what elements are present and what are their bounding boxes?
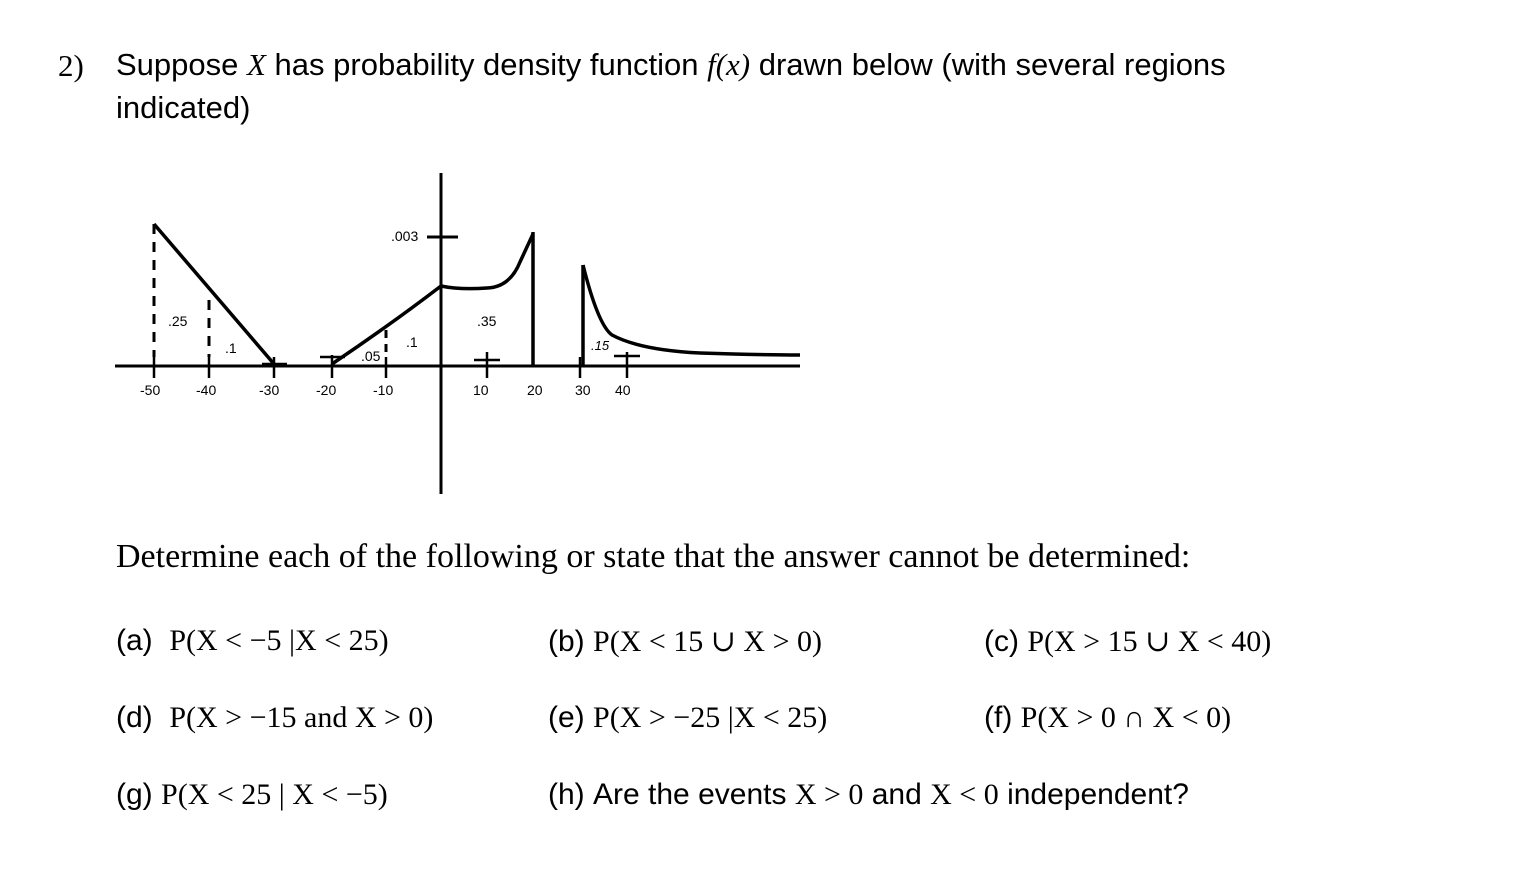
- question-d: [116, 701, 433, 735]
- y-tick-label: .003: [391, 228, 419, 244]
- question-expr: P(X > −25 |X < 25): [593, 701, 828, 734]
- question-b: [548, 624, 822, 659]
- var-x: X: [247, 47, 266, 82]
- x-tick-label: -50: [140, 382, 161, 398]
- question-label: (a): [116, 624, 153, 657]
- region-label-25: .25: [168, 313, 188, 329]
- x-tick-label: 10: [473, 382, 489, 398]
- question-text: independent?: [998, 778, 1189, 811]
- question-a: [116, 624, 389, 658]
- question-text: and: [863, 778, 931, 811]
- question-expr: P(X > −15 and X > 0): [169, 701, 434, 734]
- question-e: [548, 701, 827, 735]
- statement-text: drawn below (with several regions: [750, 47, 1226, 82]
- density-fx: f(x): [707, 47, 751, 82]
- density-tail: [583, 265, 800, 355]
- x-tick-label: 30: [575, 382, 591, 398]
- question-text: Are the events: [593, 778, 795, 811]
- region-label-35: .35: [477, 313, 497, 329]
- question-label: (d): [116, 701, 153, 734]
- statement-text: has probability density function: [265, 47, 708, 82]
- x-tick-label: 20: [527, 382, 543, 398]
- question-label: (e): [548, 701, 585, 734]
- question-g: [116, 778, 388, 812]
- question-label: (g): [116, 778, 153, 811]
- question-label: (f): [984, 701, 1013, 734]
- region-label-1-left: .1: [225, 340, 237, 356]
- x-tick-label: 40: [615, 382, 631, 398]
- question-expr: X < 0: [930, 778, 999, 811]
- question-expr: X > 0: [794, 778, 864, 811]
- instructions: Determine each of the following or state that the answer cannot be determined:: [116, 538, 1191, 575]
- x-tick-label: -40: [196, 382, 217, 398]
- question-expr: P(X > 15 ∪ X < 40): [1027, 625, 1272, 658]
- question-label: (b): [548, 625, 585, 658]
- problem-statement-line2: indicated): [116, 90, 251, 125]
- question-c: [984, 624, 1271, 659]
- question-expr: P(X > 0 ∩ X < 0): [1020, 701, 1232, 734]
- x-tick-label: -30: [259, 382, 280, 398]
- question-h: [548, 778, 1189, 812]
- question-f: [984, 701, 1231, 735]
- question-expr: P(X < 15 ∪ X > 0): [593, 625, 822, 658]
- question-expr: P(X < 25 | X < −5): [161, 778, 388, 811]
- region-label-1-mid: .1: [406, 334, 418, 350]
- question-expr: P(X < −5 |X < 25): [169, 624, 389, 657]
- x-tick-label: -20: [316, 382, 337, 398]
- question-label: (c): [984, 625, 1019, 658]
- problem-number: 2): [58, 48, 84, 83]
- region-label-15: .15: [591, 338, 610, 353]
- statement-text: Suppose: [116, 47, 247, 82]
- density-curve: [154, 224, 800, 366]
- x-tick-label: -10: [373, 382, 394, 398]
- density-segment-left: [154, 224, 274, 364]
- region-label-05: .05: [361, 348, 381, 364]
- question-label: (h): [548, 778, 585, 811]
- density-segment-middle: [332, 234, 533, 364]
